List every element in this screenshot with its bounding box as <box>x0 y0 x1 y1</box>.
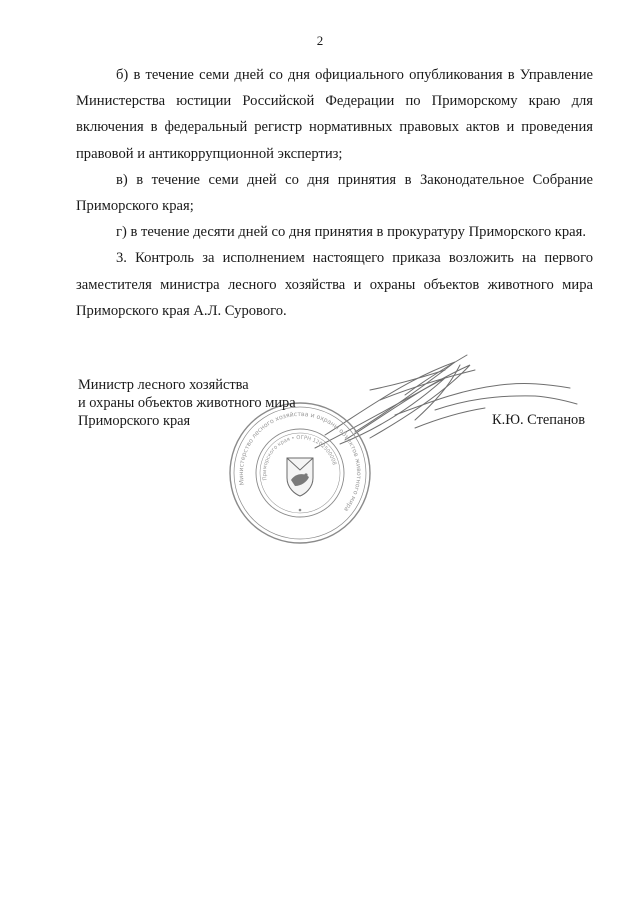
paragraph-item-g: г) в течение десяти дней со дня принятия в прокуратуру Приморского края. <box>116 224 586 241</box>
page-number: 2 <box>316 33 324 48</box>
seal-outer-text: Министерство лесного хозяйства и охраны объектов животного мира <box>237 410 363 513</box>
signer-title <box>78 376 328 430</box>
paragraph-item-v: в) в течение семи дней со дня принятия в Законодательное Собрание Приморского края; <box>76 171 593 215</box>
paragraph-item-b: б) в течение семи дней со дня официального опубликования в Управление Министерства юстиции Российской Федерации по Приморскому краю для включения в федеральный регистр нормативных правовых актов и проведения правовой и антикоррупционной экспертиз; <box>76 67 593 162</box>
seal-inner-text: Приморского края • ОГРН 1202500008 <box>261 434 338 481</box>
emblem-icon <box>287 458 313 496</box>
signer-title-line-3: Приморского края <box>78 413 191 429</box>
signer-title-line-1: Министр лесного хозяйства <box>78 377 249 393</box>
signer-name: К.Ю. Степанов <box>492 412 586 428</box>
body-text <box>76 62 593 324</box>
paragraph-control: 3. Контроль за исполнением настоящего приказа возложить на первого заместителя министра лесного хозяйства и охраны объектов животного мира Приморского края А.Л. Сурового. <box>76 250 593 319</box>
signer-title-line-2: и охраны объектов животного мира <box>78 395 296 411</box>
